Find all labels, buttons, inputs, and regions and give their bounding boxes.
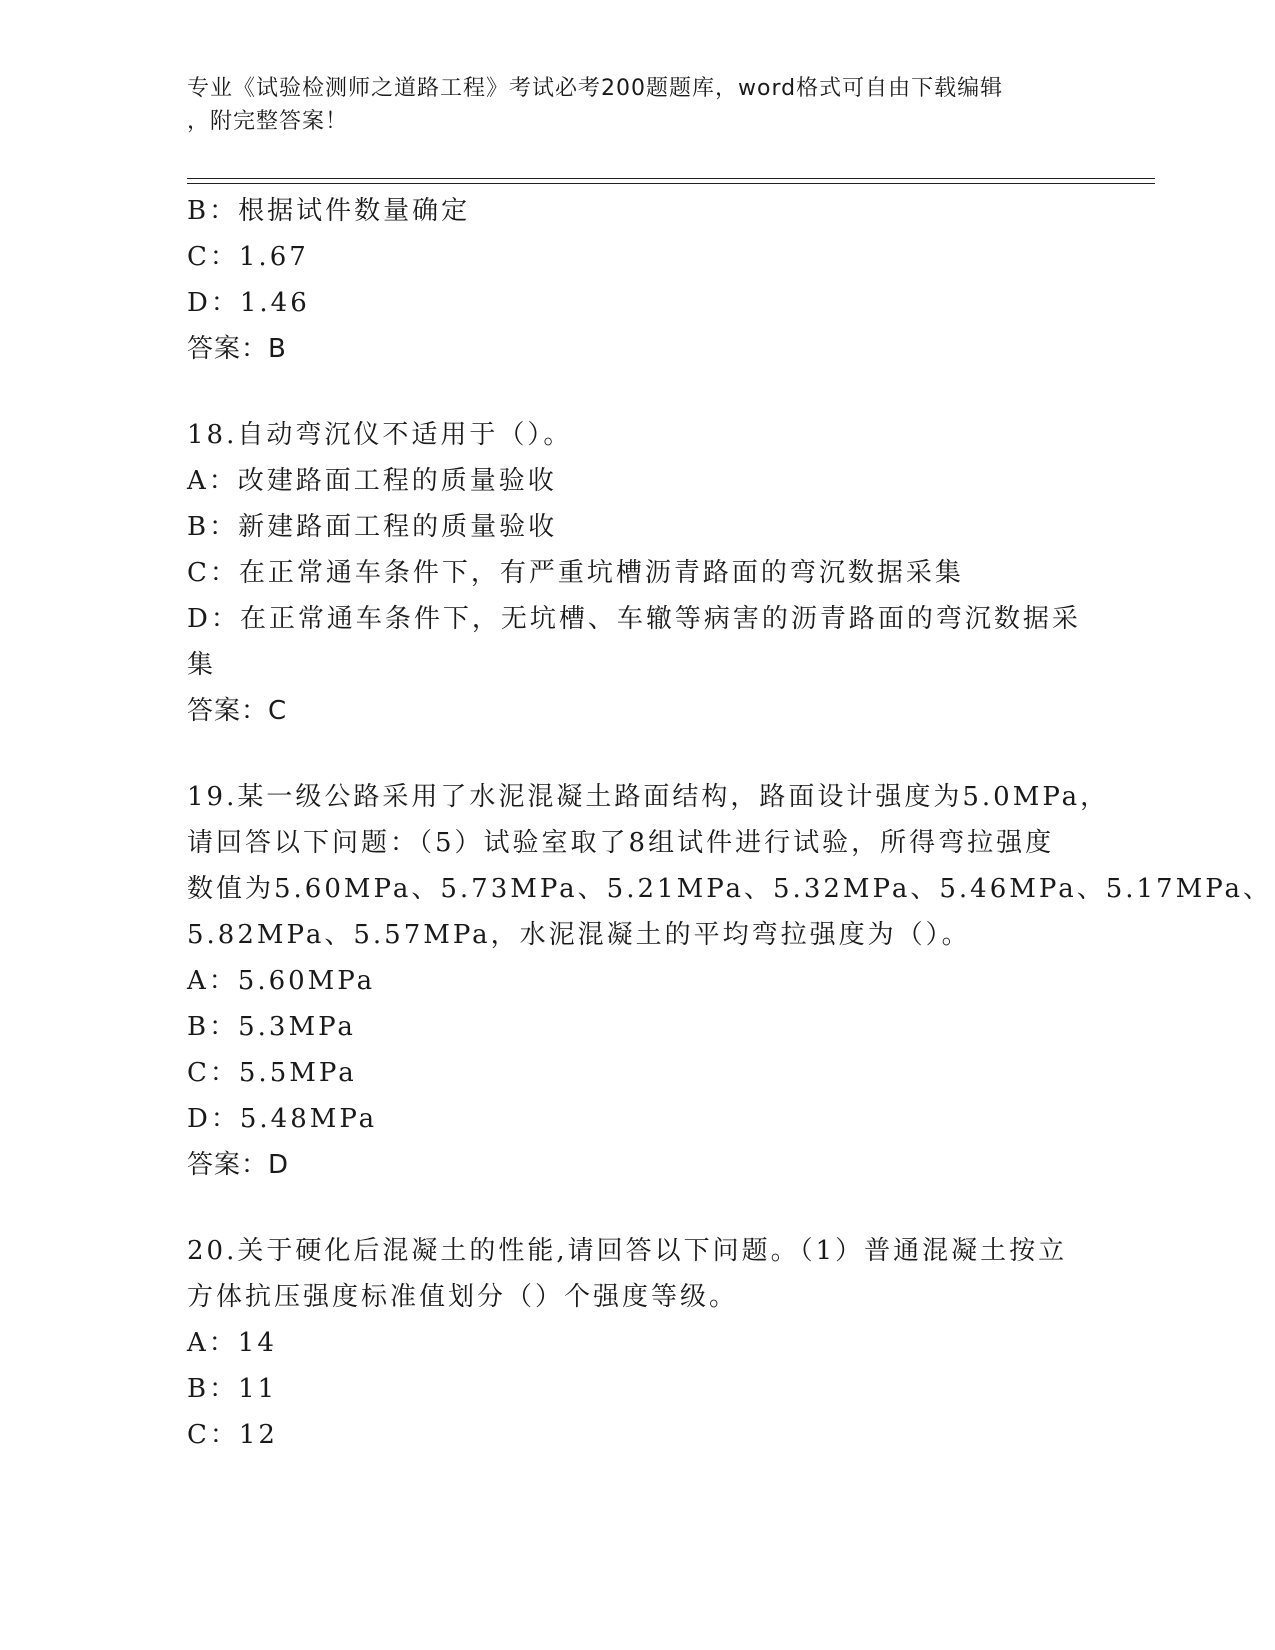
option-c: C：在正常通车条件下，有严重坑槽沥青路面的弯沉数据采集 — [187, 558, 964, 588]
option-b: B：根据试件数量确定 — [187, 196, 471, 226]
answer-line: 答案：D — [187, 1150, 290, 1180]
question-stem: 18.自动弯沉仪不适用于（）。 — [187, 420, 573, 450]
option-d: D：1.46 — [187, 288, 310, 318]
option-a: A：改建路面工程的质量验收 — [187, 466, 557, 496]
document-body — [187, 188, 1273, 1458]
option-c: C：1.67 — [187, 242, 309, 272]
answer-line: 答案：B — [187, 334, 287, 364]
option-a: A：5.60MPa — [187, 966, 376, 996]
option-c: C：5.5MPa — [187, 1058, 357, 1088]
option-b: B：11 — [187, 1374, 278, 1404]
header-title-line-2: ，附完整答案！ — [187, 109, 349, 134]
header-title-line-1: 专业《试验检测师之道路工程》考试必考200题题库，word格式可自由下载编辑 — [187, 76, 1004, 101]
question-20 — [187, 1228, 1087, 1458]
header-rule-top — [187, 178, 1155, 179]
question-stem: 19.某一级公路采用了水泥混凝土路面结构，路面设计强度为5.0MPa， — [187, 782, 1110, 812]
answer-line: 答案：C — [187, 696, 288, 726]
question-stem: 5.82MPa、5.57MPa，水泥混凝土的平均弯拉强度为（）。 — [187, 920, 971, 950]
header-rule-bottom — [187, 183, 1155, 184]
option-d: D：5.48MPa — [187, 1104, 378, 1134]
spacer — [187, 734, 1087, 774]
option-b: B：新建路面工程的质量验收 — [187, 512, 558, 542]
option-d-continuation: 集 — [187, 650, 217, 680]
question-stem: 方体抗压强度标准值划分（）个强度等级。 — [187, 1282, 739, 1312]
option-d: D：在正常通车条件下，无坑槽、车辙等病害的沥青路面的弯沉数据采 — [187, 604, 1081, 634]
document-header — [187, 72, 1067, 138]
spacer — [187, 372, 1087, 412]
question-18 — [187, 412, 1087, 734]
question-stem: 20.关于硬化后混凝土的性能,请回答以下问题。（1）普通混凝土按立 — [187, 1236, 1068, 1266]
question-stem: 数值为5.60MPa、5.73MPa、5.21MPa、5.32MPa、5.46MPa、5.17MPa、 — [187, 874, 1273, 904]
question-17-continued — [187, 188, 1087, 372]
spacer — [187, 1188, 1087, 1228]
option-c: C：12 — [187, 1420, 278, 1450]
question-19 — [187, 774, 1273, 1188]
option-b: B：5.3MPa — [187, 1012, 356, 1042]
option-a: A：14 — [187, 1328, 277, 1358]
question-stem: 请回答以下问题：（5）试验室取了8组试件进行试验，所得弯拉强度 — [187, 828, 1055, 858]
